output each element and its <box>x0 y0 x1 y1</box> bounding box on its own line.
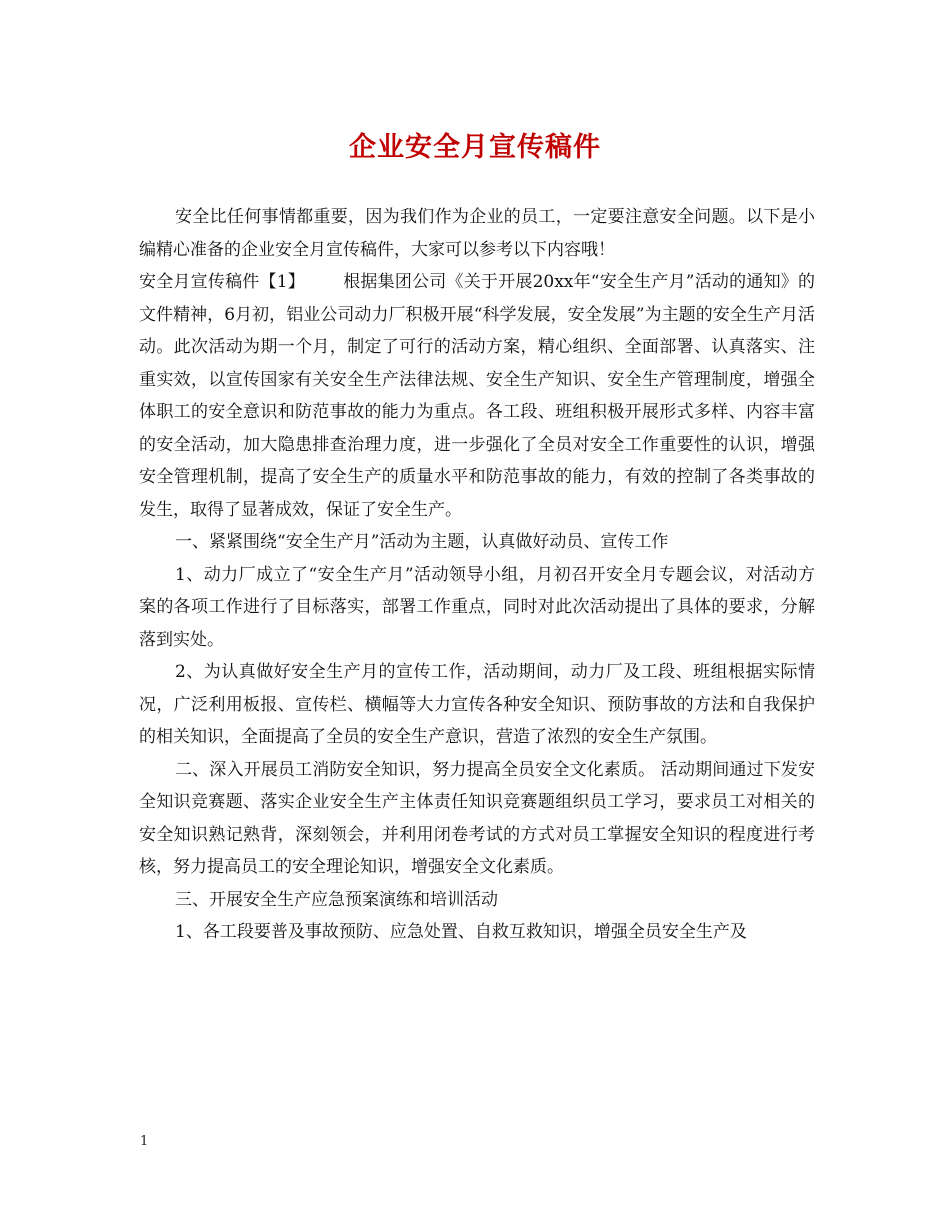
intro-paragraph: 安全比任何事情都重要，因为我们作为企业的员工，一定要注意安全问题。以下是小编精心准备的企业安全月宣传稿件，大家可以参考以下内容哦！ <box>139 207 815 260</box>
section-paragraph <box>139 266 815 526</box>
section-label: 安全月宣传稿件【1】 <box>139 272 305 292</box>
document-title: 企业安全月宣传稿件 <box>349 132 601 163</box>
item-1-2: 2、为认真做好安全生产月的宣传工作，活动期间，动力厂及工段、班组根据实际情况，广泛利用板报、宣传栏、横幅等大力宣传各种安全知识、预防事故的方法和自我保护的相关知识，全面提高了全员的安全生产意识，营造了浓烈的安全生产氛围。 <box>139 662 815 747</box>
item-1-1: 1、动力厂成立了“安全生产月”活动领导小组，月初召开安全月专题会议，对活动方案的各项工作进行了目标落实，部署工作重点，同时对此次活动提出了具体的要求，分解落到实处。 <box>139 564 815 650</box>
document-body <box>139 201 815 949</box>
heading-2: 二、深入开展员工消防安全知识，努力提高全员安全文化素质。 <box>175 759 656 780</box>
section-text: 根据集团公司《关于开展20xx年“安全生产月”活动的通知》的文件精神，6月初，铝业公司动力厂积极开展“科学发展，安全发展”为主题的安全生产月活动。此次活动为期一个月，制定了可行的活动方案，精心组织、全面部署、认真落实、注重实效，以宣传国家有关安全生产法律法规、安全生产知识、安全生产管理制度，增强全体职工的安全意识和防范事故的能力为重点。各工段、班组积极开展形式多样、内容丰富的安全活动，加大隐患排查治理力度，进一步强化了全员对安全工作重要性的认识，增强安全管理机制，提高了安全生产的质量水平和防范事故的能力，有效的控制了各类事故的发生，取得了显著成效，保证了安全生产。 <box>139 272 815 520</box>
heading-2-text: 活动期间通过下发安全知识竞赛题、落实企业安全生产主体责任知识竞赛题组织员工学习，要求员工对相关的安全知识熟记熟背，深刻领会，并利用闭卷考试的方式对员工掌握安全知识的程度进行考核，努力提高员工的安全理论知识，增强安全文化素质。 <box>139 759 816 877</box>
heading-3: 三、开展安全生产应急预案演练和培训活动 <box>175 889 498 910</box>
page-number: 1 <box>140 1134 149 1149</box>
heading-1: 一、紧紧围绕“安全生产月”活动为主题，认真做好动员、宣传工作 <box>175 532 669 552</box>
heading-2-paragraph <box>139 754 815 884</box>
item-3-1: 1、各工段要普及事故预防、应急处置、自救互救知识，增强全员安全生产及 <box>175 922 747 942</box>
